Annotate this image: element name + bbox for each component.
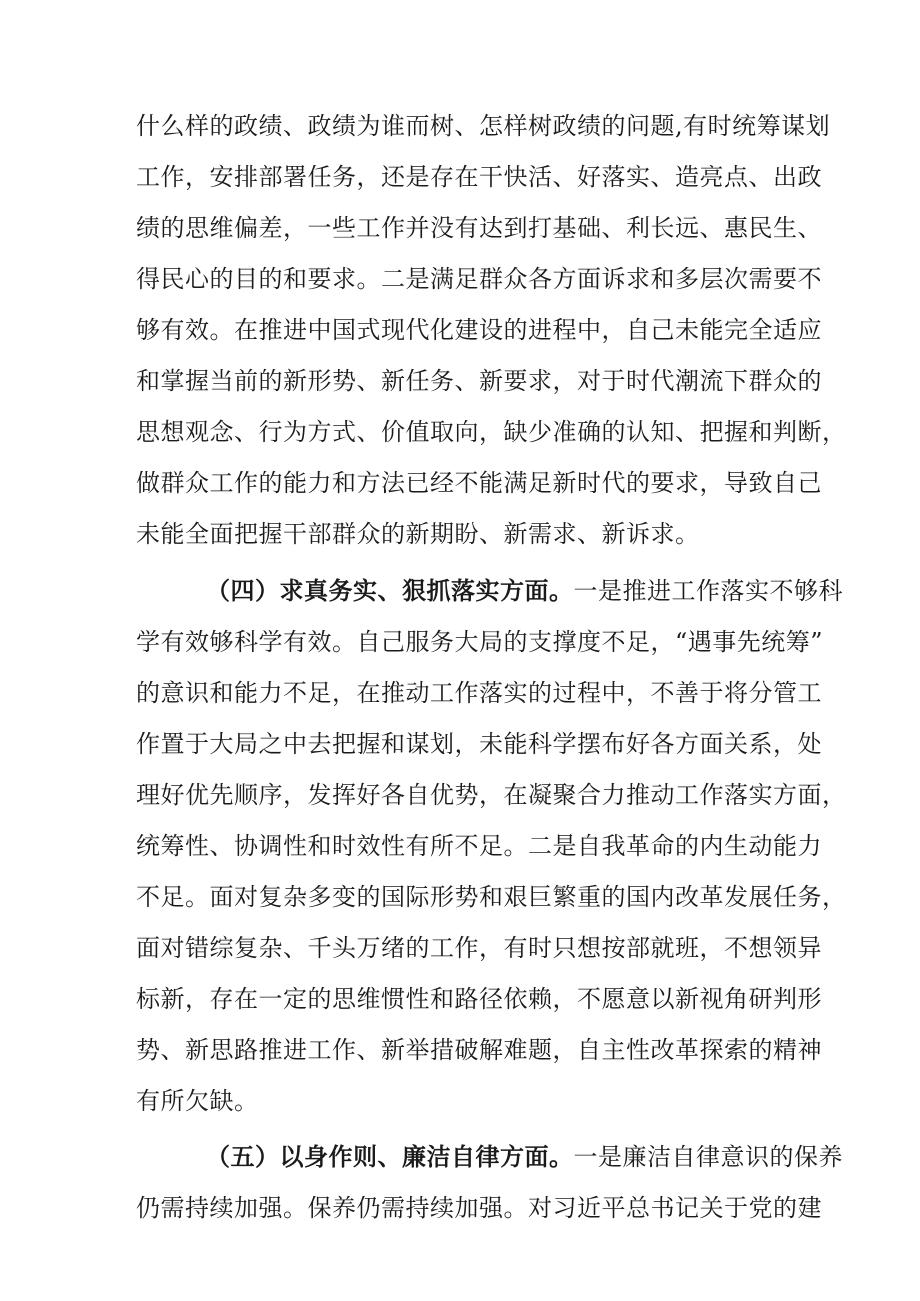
text-line: 思想观念、行为方式、价值取向，缺少准确的认知、把握和判断， <box>136 418 847 446</box>
text-line: 学有效够科学有效。自己服务大局的支撑度不足，“遇事先统筹” <box>136 628 824 656</box>
section-five-first-line <box>206 1137 843 1177</box>
text-line: 工作，安排部署任务，还是存在干快活、好落实、造亮点、出政 <box>136 163 822 191</box>
section-four-heading: （四）求真务实、狠抓落实方面。 <box>206 576 574 605</box>
text-line: 势、新思路推进工作、新举措破解难题，自主性改革探索的精神 <box>136 1036 822 1064</box>
text-line: 不足。面对复杂多变的国际形势和艰巨繁重的国内改革发展任务， <box>136 883 847 911</box>
text-line: 和掌握当前的新形势、新任务、新要求，对于时代潮流下群众的 <box>136 367 822 395</box>
text-line: 做群众工作的能力和方法已经不能满足新时代的要求，导致自己 <box>136 469 822 497</box>
text-line: 标新，存在一定的思维惯性和路径依赖，不愿意以新视角研判形 <box>136 985 822 1013</box>
section-five-heading: （五）以身作则、廉洁自律方面。 <box>206 1142 574 1171</box>
text-line: 够有效。在推进中国式现代化建设的进程中，自己未能完全适应 <box>136 316 822 344</box>
text-line: 面对错综复杂、千头万绪的工作，有时只想按部就班，不想领异 <box>136 934 822 962</box>
text-line: 未能全面把握干部群众的新期盼、新需求、新诉求。 <box>136 520 700 548</box>
text-line: 有所欠缺。 <box>136 1087 259 1115</box>
text-line: 仍需持续加强。保养仍需持续加强。对习近平总书记关于党的建 <box>136 1194 822 1222</box>
section-four-first-text: 一是推进工作落实不够科 <box>573 577 843 605</box>
text-line: 绩的思维偏差，一些工作并没有达到打基础、利长远、惠民生、 <box>136 214 822 242</box>
section-five-first-text: 一是廉洁自律意识的保养 <box>573 1143 843 1171</box>
text-line: 统筹性、协调性和时效性有所不足。二是自我革命的内生动能力 <box>136 832 822 860</box>
text-line: 得民心的目的和要求。二是满足群众各方面诉求和多层次需要不 <box>136 265 822 293</box>
text-line: 的意识和能力不足，在推动工作落实的过程中，不善于将分管工 <box>136 679 822 707</box>
text-line: 什么样的政绩、政绩为谁而树、怎样树政绩的问题,有时统筹谋划 <box>136 112 831 140</box>
text-line: 作置于大局之中去把握和谋划，未能科学摆布好各方面关系，处 <box>136 730 822 758</box>
text-line: 理好优先顺序，发挥好各自优势，在凝聚合力推动工作落实方面， <box>136 781 847 809</box>
section-four-first-line <box>206 571 843 611</box>
